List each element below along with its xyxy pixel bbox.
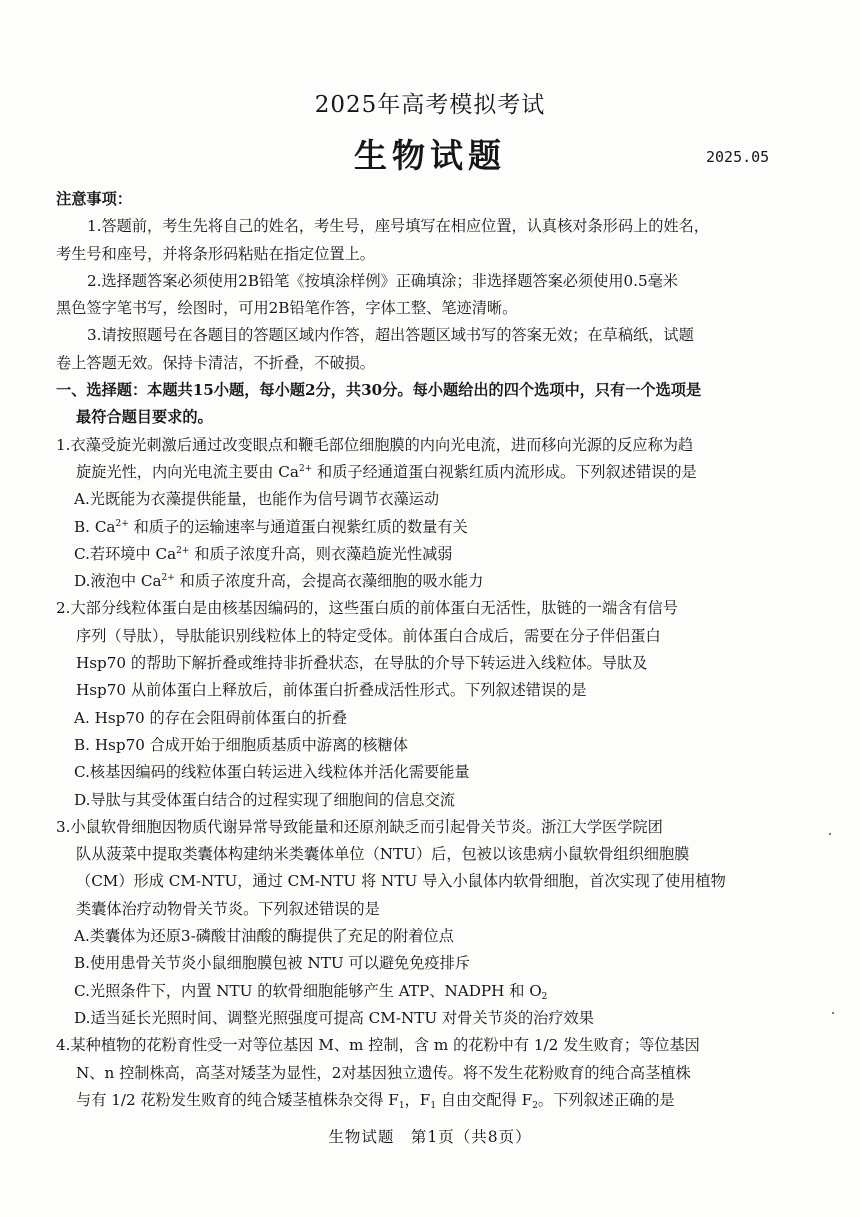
q4-stem-line-3	[56, 1087, 810, 1114]
q2-option-a: A. Hsp70 的存在会阻碍前体蛋白的折叠	[74, 708, 347, 727]
notice-item-2-line-1: 2.选择题答案必须使用2B铅笔《按填涂样例》正确填涂；非选择题答案必须使用0.5毫米	[87, 271, 679, 290]
notice-item-3-line-2: 卷上答题无效。保持卡清洁，不折叠，不破损。	[56, 353, 375, 372]
q3-stem-line-3: （CM）形成 CM-NTU，通过 CM-NTU 将 NTU 导入小鼠体内软骨细胞，首次实现了使用植物	[76, 872, 726, 891]
q1-option-c-superscript: 2+	[176, 545, 190, 556]
exam-title: 2025年高考模拟考试	[314, 92, 546, 118]
exam-date: 2025.05	[706, 148, 770, 166]
q1-option-b-superscript: 2+	[115, 518, 129, 529]
notice-item-3-line-1: 3.请按照题号在各题目的答题区域内作答，超出答题区域书写的答案无效；在草稿纸，试题	[87, 326, 694, 345]
notice-item-2-line-2: 黑色签字笔书写，绘图时，可用2B铅笔作答，字体工整、笔迹清晰。	[56, 299, 518, 318]
q2-stem-line-4: Hsp70 从前体蛋白上释放后，前体蛋白折叠成活性形式。下列叙述错误的是	[76, 681, 587, 700]
q4-stem-text-d: 。下列叙述正确的是	[537, 1090, 675, 1109]
q2-stem-line-3: Hsp70 的帮助下解折叠或维持非折叠状态，在导肽的介导下转运进入线粒体。导肽及	[76, 654, 648, 673]
exam-body	[56, 186, 810, 1114]
q4-stem-text-c: 自由交配得 F	[436, 1090, 533, 1109]
q3-option-c	[56, 978, 810, 1005]
q1-option-a: A.光既能为衣藻提供能量，也能作为信号调节衣藻运动	[74, 490, 440, 509]
q3-stem-line-2: 队从菠菜中提取类囊体构建纳米类囊体单位（NTU）后，包被以该患病小鼠软骨组织细胞膜	[76, 845, 690, 864]
q1-option-d-text-b: 和质子浓度升高，会提高衣藻细胞的吸水能力	[174, 572, 484, 591]
q1-option-c-text-a: C.若环境中 Ca	[74, 544, 177, 563]
notice-heading: 注意事项：	[56, 190, 132, 208]
q4-subscript-2: 2	[532, 1100, 538, 1111]
q4-stem-text-b: ，F	[404, 1090, 431, 1109]
q1-stem-text-a: 旋旋光性，内向光电流主要由 Ca	[76, 462, 299, 481]
q1-option-d-text-a: D.液泡中 Ca	[74, 572, 162, 591]
section-title-line-2: 最符合题目要求的。	[76, 408, 213, 427]
section-title-line-1: 一、选择题：本题共15小题，每小题2分，共30分。每小题给出的四个选项中，只有一个选项是	[56, 381, 702, 400]
q3-option-c-subscript: 2	[541, 991, 548, 1002]
q3-option-a: A.类囊体为还原3-磷酸甘油酸的酶提供了充足的附着位点	[74, 927, 454, 946]
q4-stem-text-a: 与有 1/2 花粉发生败育的纯合矮茎植株杂交得 F	[76, 1090, 399, 1109]
q2-stem-line-2: 序列（导肽），导肽能识别线粒体上的特定受体。前体蛋白合成后，需要在分子伴侣蛋白	[76, 626, 661, 645]
q1-option-c	[56, 541, 810, 568]
page-footer: 生物试题 第1页（共8页）	[328, 1128, 532, 1146]
q4-subscript-1b: 1	[430, 1100, 437, 1111]
q1-option-c-text-b: 和质子浓度升高，则衣藻趋旋光性减弱	[189, 544, 453, 563]
q3-option-b: B.使用患骨关节炎小鼠细胞膜包被 NTU 可以避免免疫排斥	[74, 954, 470, 973]
q1-option-b-text-a: B. Ca	[74, 517, 116, 536]
q1-stem-line-2	[56, 459, 810, 486]
q1-stem-text-b: 和质子经通道蛋白视紫红质内流形成。下列叙述错误的是	[312, 462, 697, 481]
q1-option-d-superscript: 2+	[161, 573, 175, 584]
notice-item-1-line-2: 考生号和座号，并将条形码粘贴在指定位置上。	[56, 244, 375, 263]
q3-option-c-text: C.光照条件下，内置 NTU 的软骨细胞能够产生 ATP、NADPH 和 O	[74, 981, 542, 1000]
q4-stem-line-1: 4.某种植物的花粉育性受一对等位基因 M、m 控制，含 m 的花粉中有 1/2 发生败育；等位基因	[56, 1036, 700, 1055]
q2-stem-line-1: 2.大部分线粒体蛋白是由核基因编码的，这些蛋白质的前体蛋白无活性，肽链的一端含有信号	[56, 599, 678, 618]
notice-item-1-line-1: 1.答题前，考生先将自己的姓名，考生号，座号填写在相应位置，认真核对条形码上的姓名，	[87, 217, 709, 236]
q4-subscript-1: 1	[398, 1100, 405, 1111]
q1-option-b-text-b: 和质子的运输速率与通道蛋白视紫红质的数量有关	[128, 517, 468, 536]
scan-speck	[832, 1012, 834, 1014]
q2-option-d: D.导肽与其受体蛋白结合的过程实现了细胞间的信息交流	[74, 790, 455, 809]
q2-option-c: C.核基因编码的线粒体蛋白转运进入线粒体并活化需要能量	[74, 763, 470, 782]
q1-option-b	[56, 514, 810, 541]
q2-option-b: B. Hsp70 合成开始于细胞质基质中游离的核糖体	[74, 735, 408, 754]
q3-option-d: D.适当延长光照时间、调整光照强度可提高 CM-NTU 对骨关节炎的治疗效果	[74, 1008, 594, 1027]
q1-superscript: 2+	[298, 463, 313, 474]
scan-speck	[829, 833, 831, 835]
q4-stem-line-2: N、n 控制株高，高茎对矮茎为显性，2对基因独立遗传。将不发生花粉败育的纯合高茎植株	[76, 1063, 691, 1082]
q1-stem-line-1: 1.衣藻受旋光刺激后通过改变眼点和鞭毛部位细胞膜的内向光电流，进而移向光源的反应称为趋	[56, 435, 694, 454]
q3-stem-line-4: 类囊体治疗动物骨关节炎。下列叙述错误的是	[76, 899, 380, 918]
q3-stem-line-1: 3.小鼠软骨细胞因物质代谢异常导致能量和还原剂缺乏而引起骨关节炎。浙江大学医学院团	[56, 817, 663, 836]
q1-option-d	[56, 568, 810, 595]
subject-title: 生物试题	[354, 136, 506, 175]
